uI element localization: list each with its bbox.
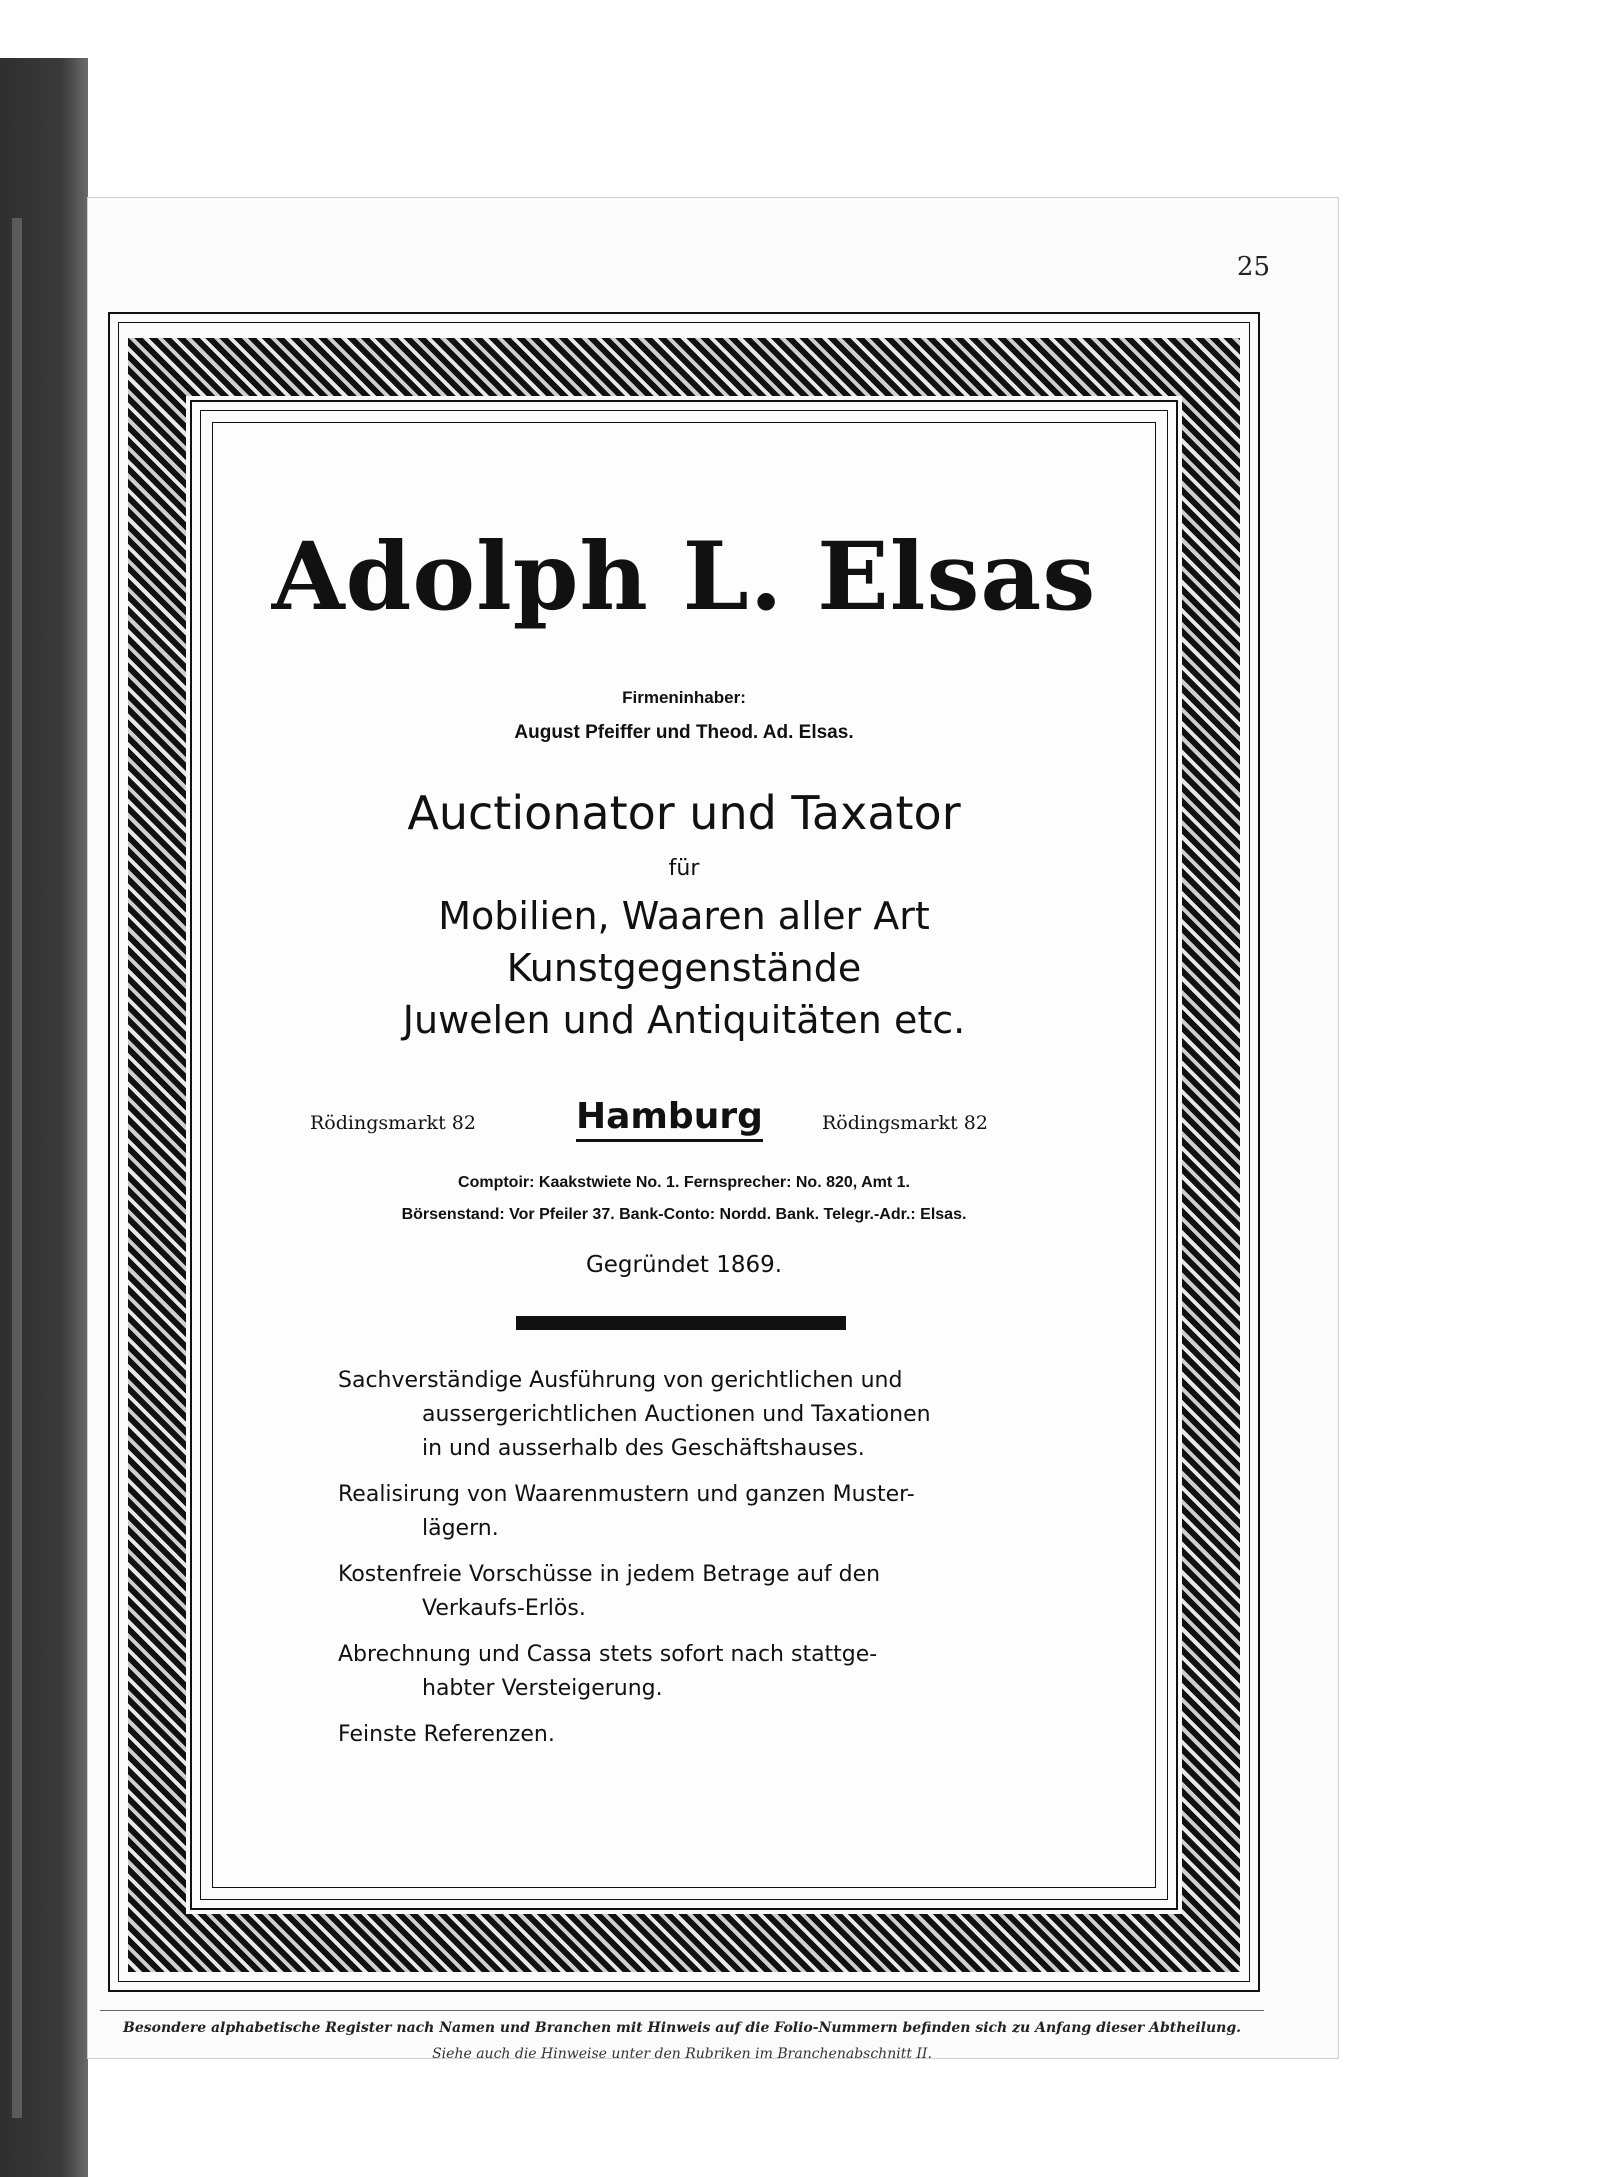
service-line: Verkaufs-Erlös.: [422, 1596, 586, 1621]
service-item: [338, 1478, 1038, 1546]
goods-line: Mobilien, Waaren aller Art: [438, 894, 930, 938]
headline: Auctionator und Taxator: [407, 786, 961, 840]
service-line: in und ausserhalb des Geschäftshauses.: [422, 1436, 865, 1461]
service-item: [338, 1718, 1038, 1752]
owner-label: Firmeninhaber:: [622, 688, 746, 707]
address-row: [212, 1096, 1156, 1146]
goods-line: Kunstgegenstände: [506, 946, 862, 990]
advertisement: [212, 422, 1156, 1888]
service-item: [338, 1638, 1038, 1706]
scan-binding-edge: [0, 58, 88, 2177]
service-item: [338, 1364, 1038, 1466]
service-line: aussergerichtlichen Auctionen und Taxationen: [422, 1402, 931, 1427]
contact-line: Comptoir: Kaakstwiete No. 1. Fernsprecher: No. 820, Amt 1.: [458, 1174, 910, 1191]
page-number: 25: [1236, 252, 1270, 282]
footer-rule: [100, 2010, 1264, 2011]
service-line: Kostenfreie Vorschüsse in jedem Betrage auf den: [338, 1562, 881, 1587]
service-line: Realisirung von Waarenmustern und ganzen Muster-: [338, 1482, 915, 1507]
divider-rule: [516, 1316, 846, 1330]
service-line: Abrechnung und Cassa stets sofort nach stattge-: [338, 1642, 878, 1667]
service-line: Sachverständige Ausführung von gerichtlichen und: [338, 1368, 903, 1393]
service-line: lägern.: [422, 1516, 499, 1541]
goods-line: Juwelen und Antiquitäten etc.: [402, 998, 966, 1042]
service-item: [338, 1558, 1038, 1626]
founded-year: Gegründet 1869.: [585, 1252, 783, 1278]
contact-line: Börsenstand: Vor Pfeiler 37. Bank-Conto: Nordd. Bank. Telegr.-Adr.: Elsas.: [401, 1206, 967, 1223]
service-line: habter Versteigerung.: [422, 1676, 663, 1701]
footer-note-cutoff: Siehe auch die Hinweise unter den Rubriken im Branchenabschnitt II.: [432, 2046, 932, 2058]
city-name: Hamburg: [576, 1096, 763, 1142]
services-list: [338, 1364, 1038, 1764]
company-name: Adolph L. Elsas: [271, 522, 1097, 632]
footer-note: Besondere alphabetische Register nach Namen und Branchen mit Hinweis auf die Folio-Nummern befinden sich zu Anfang dieser Abtheilung.: [122, 2020, 1241, 2036]
service-line: Feinste Referenzen.: [338, 1722, 555, 1747]
owner-names: August Pfeiffer und Theod. Ad. Elsas.: [514, 722, 854, 743]
address-right: Rödingsmarkt 82: [822, 1112, 988, 1134]
address-left: Rödingsmarkt 82: [310, 1112, 476, 1134]
for-word: für: [668, 856, 700, 881]
